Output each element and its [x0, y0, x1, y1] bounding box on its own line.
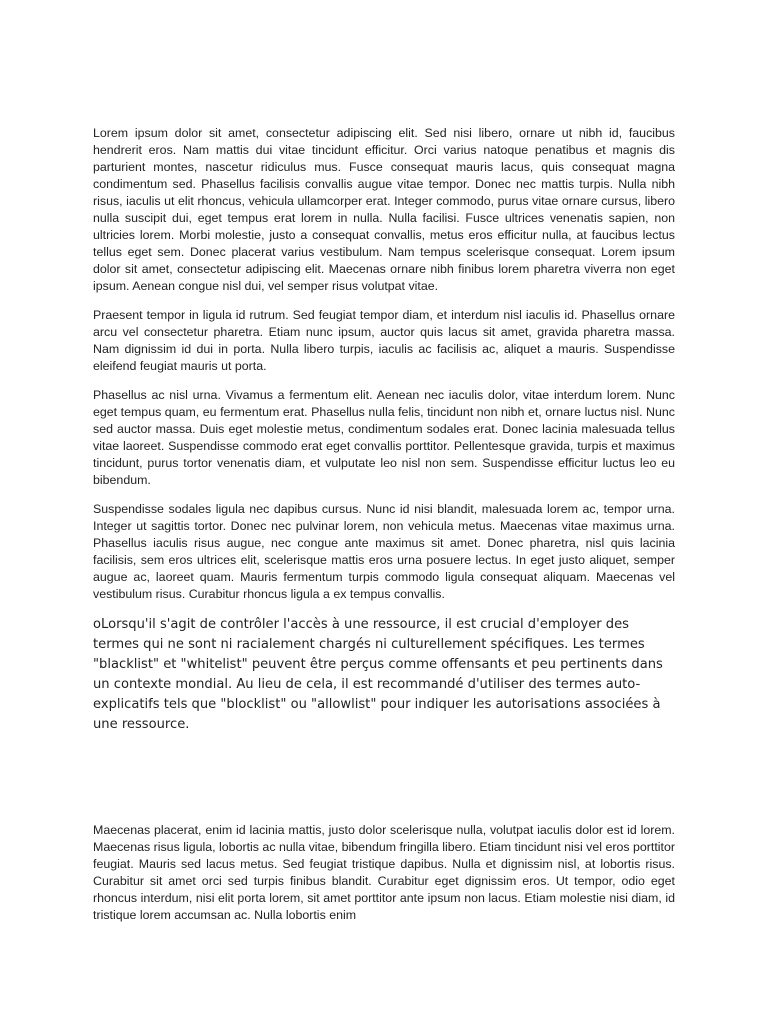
paragraph-4: Suspendisse sodales ligula nec dapibus cursus. Nunc id nisi blandit, malesuada lorem ac, tempor urna. Integer ut sagittis tortor. Donec nec pulvinar lorem, non vehicula metus. Maecenas vitae maximus urna. Phasellus iaculis risus augue, nec congue ante maximus sit amet. Donec pharetra, nisl quis lacinia facilisis, sem eros ultrices elit, scelerisque mattis eros urna posuere lectus. In eget justo aliquet, semper augue ac, laoreet quam. Mauris fermentum turpis commodo ligula consequat aliquam. Maecenas vel vestibulum risus. Curabitur rhoncus ligula a ex tempus convallis.	[93, 502, 675, 601]
paragraph-2: Praesent tempor in ligula id rutrum. Sed feugiat tempor diam, et interdum nisl iaculis id. Phasellus ornare arcu vel consectetur pharetra. Etiam nunc ipsum, auctor quis lacus sit amet, gravida pharetra massa. Nam dignissim id dui in porta. Nulla libero turpis, iaculis ac facilisis ac, aliquet a mauris. Suspendisse eleifend feugiat mauris ut porta.	[93, 308, 675, 373]
paragraph-6: Maecenas placerat, enim id lacinia mattis, justo dolor scelerisque nulla, volutpat iaculis dolor est id lorem. Maecenas risus ligula, lobortis ac nulla vitae, bibendum fringilla libero. Etiam tincidunt nisi vel eros porttitor feugiat. Mauris sed lacus metus. Sed feugiat tristique dapibus. Nulla et dignissim nisl, at lobortis risus. Curabitur sit amet orci sed turpis finibus blandit. Curabitur eget dignissim eros. Ut tempor, odio eget rhoncus interdum, nisi elit porta lorem, sit amet porttitor ante ipsum non lacus. Etiam molestie nisi diam, id tristique lorem accumsan ac. Nulla lobortis enim	[93, 823, 675, 922]
document-body	[93, 125, 675, 735]
paragraph-1: Lorem ipsum dolor sit amet, consectetur adipiscing elit. Sed nisi libero, ornare ut nibh id, faucibus hendrerit eros. Nam mattis dui vitae tincidunt efficitur. Orci varius natoque penatibus et magnis dis parturient montes, nascetur ridiculus mus. Fusce consequat mauris lacus, quis consequat magna condimentum sed. Phasellus facilisis convallis augue vitae tempor. Donec nec mattis turpis. Nulla nibh risus, iaculis ut elit rhoncus, vehicula ullamcorper erat. Integer commodo, purus vitae ornare cursus, libero nulla suscipit dui, eget tempus erat lorem in nulla. Nulla facilisi. Fusce ultrices venenatis sapien, non ultricies lorem. Morbi molestie, justo a consequat convallis, metus eros efficitur nulla, at faucibus lectus tellus eget sem. Donec placerat varius vestibulum. Nam tempus scelerisque consequat. Lorem ipsum dolor sit amet, consectetur adipiscing elit. Maecenas ornare nibh finibus lorem pharetra viverra non eget ipsum. Aenean congue nisl dui, vel semper risus volutpat vitae.	[93, 126, 675, 293]
paragraph-3: Phasellus ac nisl urna. Vivamus a fermentum elit. Aenean nec iaculis dolor, vitae interdum lorem. Nunc eget tempus quam, eu fermentum erat. Phasellus nulla felis, tincidunt non nibh et, ornare luctus nisl. Nunc sed auctor massa. Duis eget molestie metus, condimentum sodales erat. Donec lacinia malesuada tellus vitae laoreet. Suspendisse commodo erat eget convallis porttitor. Pellentesque gravida, turpis et maximus tincidunt, purus tortor venenatis diam, et vulputate leo nisl non sem. Suspendisse efficitur luctus leo eu bibendum.	[93, 388, 675, 487]
french-callout-paragraph: oLorsqu'il s'agit de contrôler l'accès à une ressource, il est crucial d'employer des termes qui ne sont ni racialement chargés ni culturellement spécifiques. Les termes "blacklist" et "whitelist" peuvent être perçus comme offensants et peu pertinents dans un contexte mondial. Au lieu de cela, il est recommandé d'utiliser des termes auto-explicatifs tels que "blocklist" ou "allowlist" pour indiquer les autorisations associées à une ressource.	[93, 617, 663, 732]
